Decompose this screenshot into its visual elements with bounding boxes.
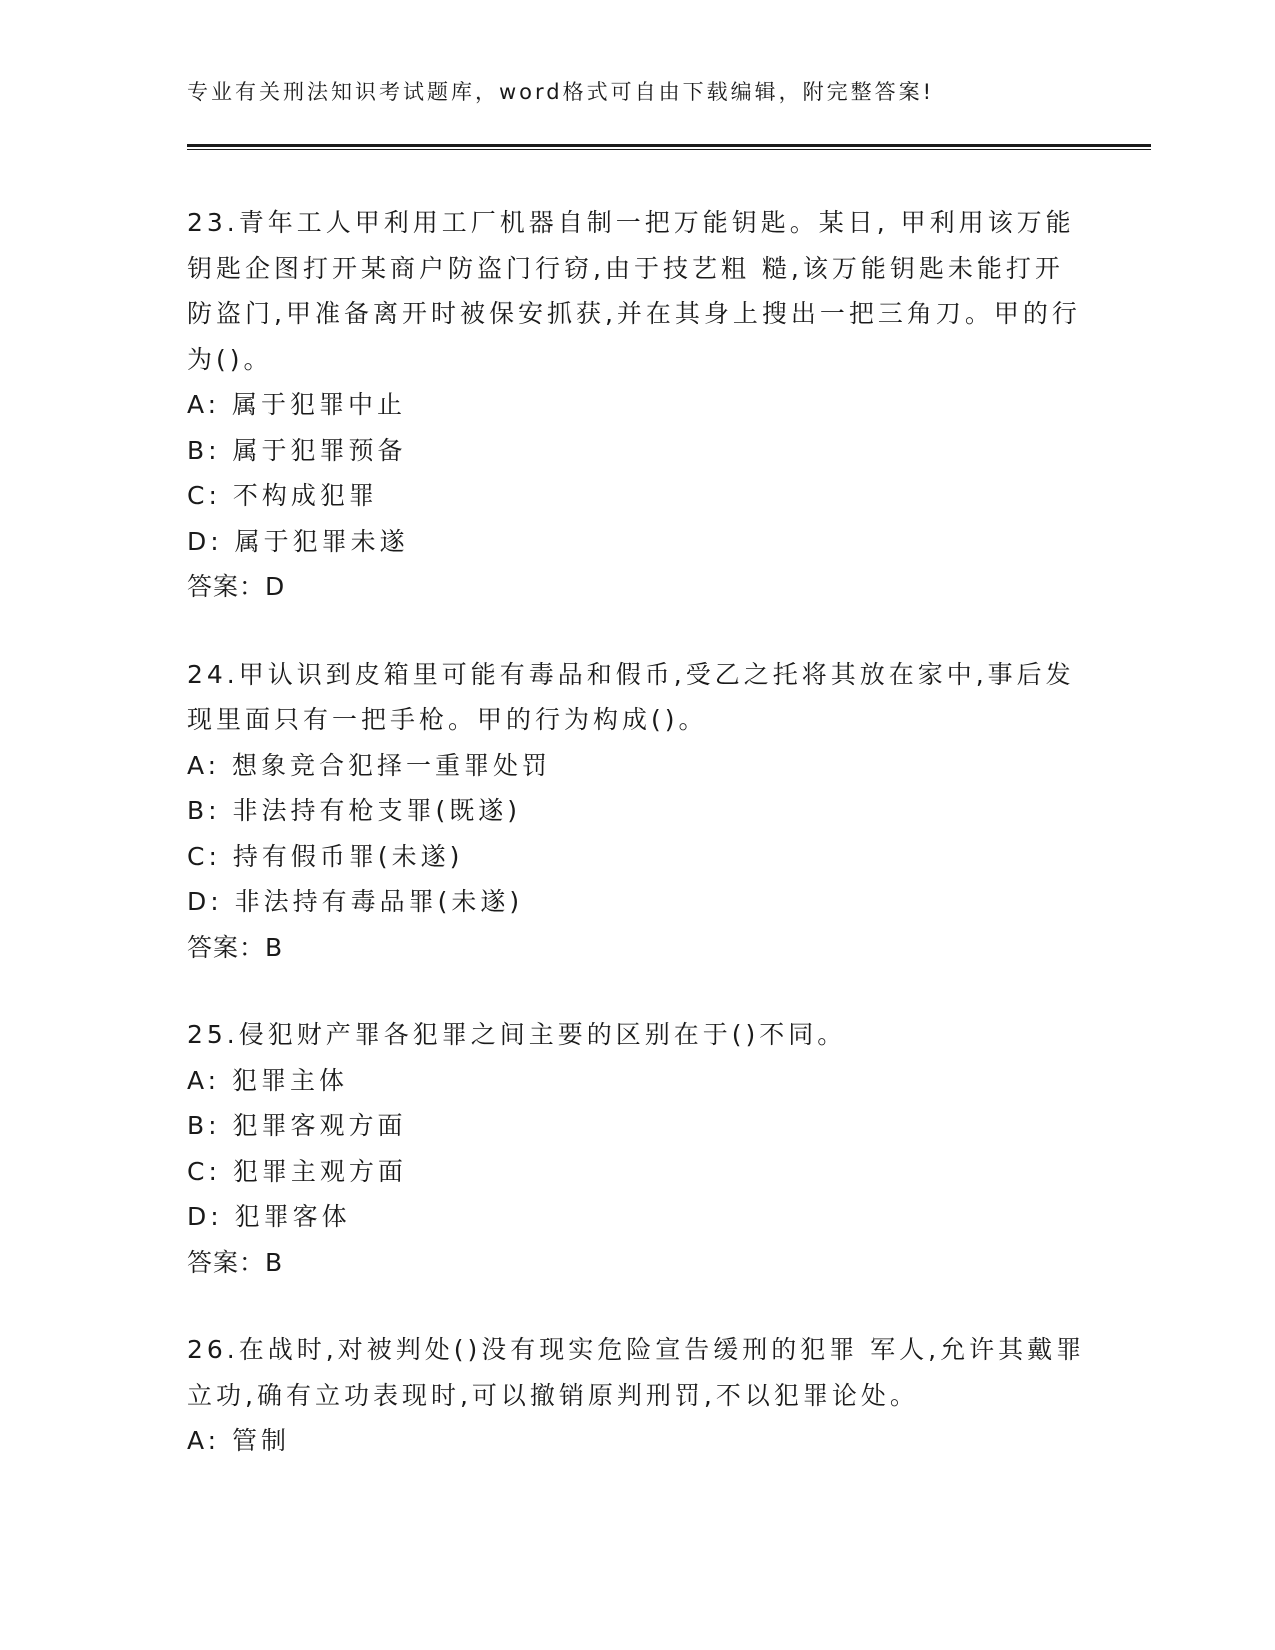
answer: 答案：B bbox=[187, 1247, 284, 1277]
option-b: B: 非法持有枪支罪(既遂) bbox=[187, 796, 522, 825]
option-b: B: 属于犯罪预备 bbox=[187, 435, 407, 465]
question-26 bbox=[187, 1327, 1087, 1464]
option-a: A: 想象竞合犯择一重罪处罚 bbox=[187, 750, 552, 780]
option-a: A: 属于犯罪中止 bbox=[187, 390, 407, 419]
question-text: 26.在战时,对被判处()没有现实危险宣告缓刑的犯罪 军人,允许其戴罪立功,确有立功表现时,可以撤销原判刑罚,不以犯罪论处。 bbox=[187, 1335, 1086, 1410]
question-25 bbox=[187, 1012, 1087, 1285]
option-d: D: 属于犯罪未遂 bbox=[187, 526, 409, 556]
answer: 答案：D bbox=[187, 572, 286, 601]
option-d: D: 非法持有毒品罪(未遂) bbox=[187, 887, 524, 916]
option-a: A: 管制 bbox=[187, 1426, 291, 1455]
option-c: C: 犯罪主观方面 bbox=[187, 1156, 407, 1186]
option-c: C: 不构成犯罪 bbox=[187, 481, 378, 510]
question-23 bbox=[187, 200, 1087, 610]
option-d: D: 犯罪客体 bbox=[187, 1202, 351, 1231]
answer: 答案：B bbox=[187, 932, 284, 962]
question-24 bbox=[187, 652, 1087, 971]
question-list bbox=[187, 200, 1087, 1506]
header-rule-thick bbox=[187, 144, 1151, 147]
header-rule-thin bbox=[187, 149, 1151, 150]
question-text: 23.青年工人甲利用工厂机器自制一把万能钥匙。某日, 甲利用该万能钥匙企图打开某商户防盗门行窃,由于技艺粗 糙,该万能钥匙未能打开防盗门,甲准备离开时被保安抓获,并在其身上搜出一把三角刀。甲的行为()。 bbox=[187, 208, 1081, 374]
option-b: B: 犯罪客观方面 bbox=[187, 1111, 407, 1140]
option-c: C: 持有假币罪(未遂) bbox=[187, 841, 464, 871]
question-text: 24.甲认识到皮箱里可能有毒品和假币,受乙之托将其放在家中,事后发现里面只有一把手枪。甲的行为构成()。 bbox=[187, 659, 1075, 734]
question-text: 25.侵犯财产罪各犯罪之间主要的区别在于()不同。 bbox=[187, 1020, 847, 1049]
option-a: A: 犯罪主体 bbox=[187, 1065, 349, 1095]
page-header: 专业有关刑法知识考试题库，word格式可自由下载编辑，附完整答案! bbox=[187, 80, 935, 104]
